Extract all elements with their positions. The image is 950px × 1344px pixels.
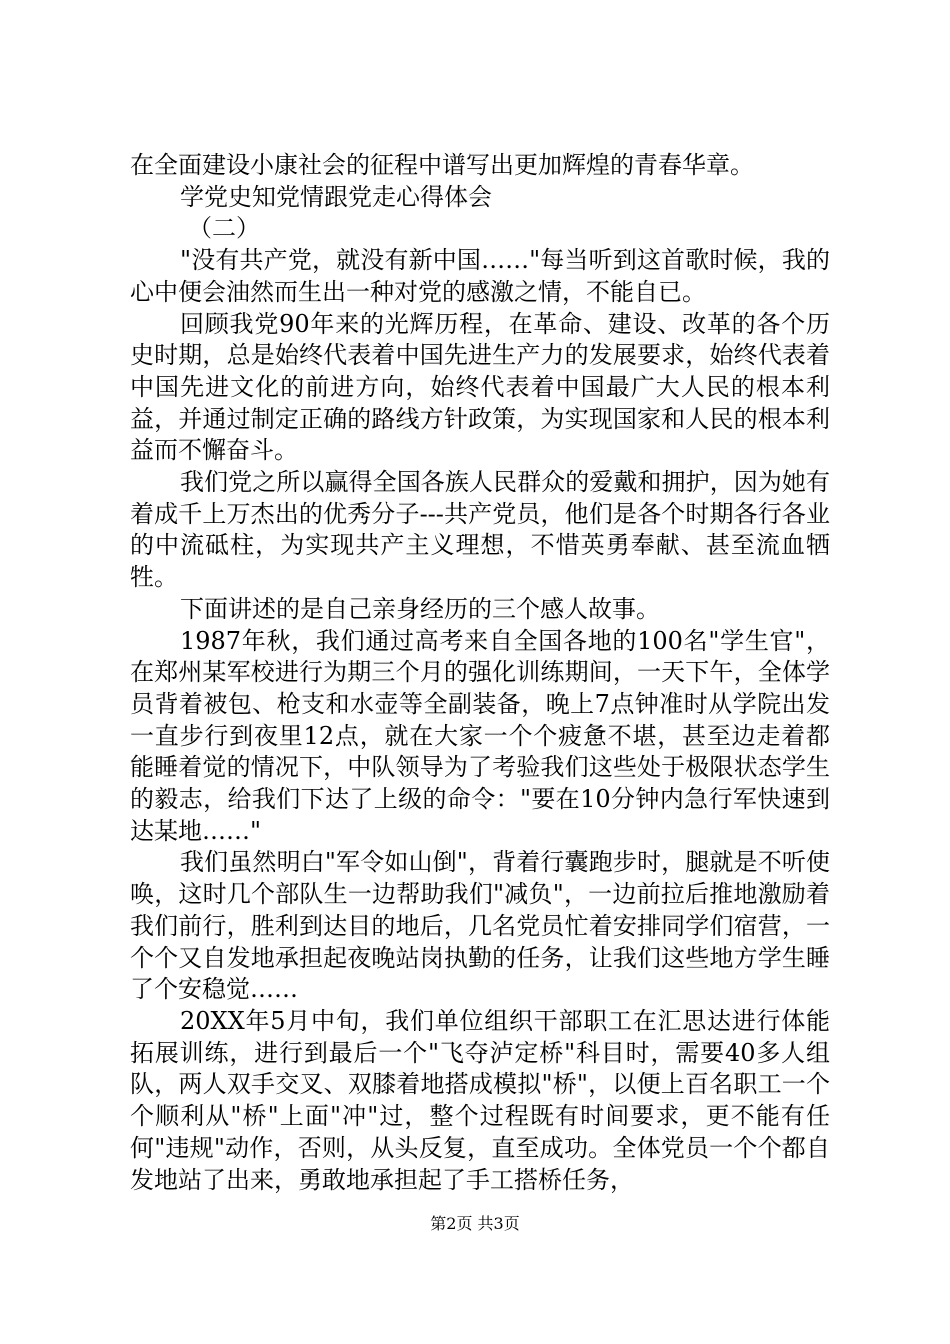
- paragraph: 1987年秋，我们通过高考来自全国各地的100名"学生官"，在郑州某军校进行为期三个月的强化训练期间，一天下午，全体学员背着被包、枪支和水壶等全副装备，晚上7点钟准时从学院出发一直步行到夜里12点，就在大家一个个疲惫不堪，甚至边走着都能睡着觉的情况下，中队领导为了考验我们这些处于极限状态学生的毅志，给我们下达了上级的命令："要在10分钟内急行军快速到达某地……": [130, 626, 830, 845]
- paragraph: "没有共产党，就没有新中国……"每当听到这首歌时候，我的心中便会油然而生出一种对党的感激之情，不能自已。: [130, 246, 830, 306]
- paragraph: 我们党之所以赢得全国各族人民群众的爱戴和拥护，因为她有着成千上万杰出的优秀分子---共产党员，他们是各个时期各行各业的中流砥柱，为实现共产主义理想，不惜英勇奉献、甚至流血牺牲。: [130, 468, 830, 592]
- document-body: [130, 150, 830, 1196]
- paragraph: 回顾我党90年来的光辉历程，在革命、建设、改革的各个历史时期，总是始终代表着中国先进生产力的发展要求，始终代表着中国先进文化的前进方向，始终代表着中国最广大人民的根本利益，并通过制定正确的路线方针政策，为实现国家和人民的根本利益而不懈奋斗。: [130, 309, 830, 465]
- paragraph: 20XX年5月中旬，我们单位组织干部职工在汇思达进行体能拓展训练，进行到最后一个"飞夺泸定桥"科目时，需要40多人组队，两人双手交叉、双膝着地搭成模拟"桥"，以便上百名职工一个个顺利从"桥"上面"冲"过，整个过程既有时间要求，更不能有任何"违规"动作，否则，从头反复，直至成功。全体党员一个个都自发地站了出来，勇敢地承担起了手工搭桥任务，: [130, 1006, 830, 1194]
- page-number-footer: 第2页 共3页: [430, 1214, 520, 1233]
- paragraph-continuation: 在全面建设小康社会的征程中谱写出更加辉煌的青春华章。: [130, 151, 754, 179]
- article-title: 学党史知党情跟党走心得体会: [180, 182, 492, 211]
- paragraph: 我们虽然明白"军令如山倒"，背着行囊跑步时，腿就是不听使唤，这时几个部队生一边帮助我们"减负"，一边前拉后推地激励着我们前行，胜利到达目的地后，几名党员忙着安排同学们宿营，一个个又自发地承担起夜晚站岗执勤的任务，让我们这些地方学生睡了个安稳觉……: [130, 848, 830, 1004]
- article-subtitle: （二）: [188, 214, 260, 243]
- paragraph: 下面讲述的是自己亲身经历的三个感人故事。: [180, 594, 660, 623]
